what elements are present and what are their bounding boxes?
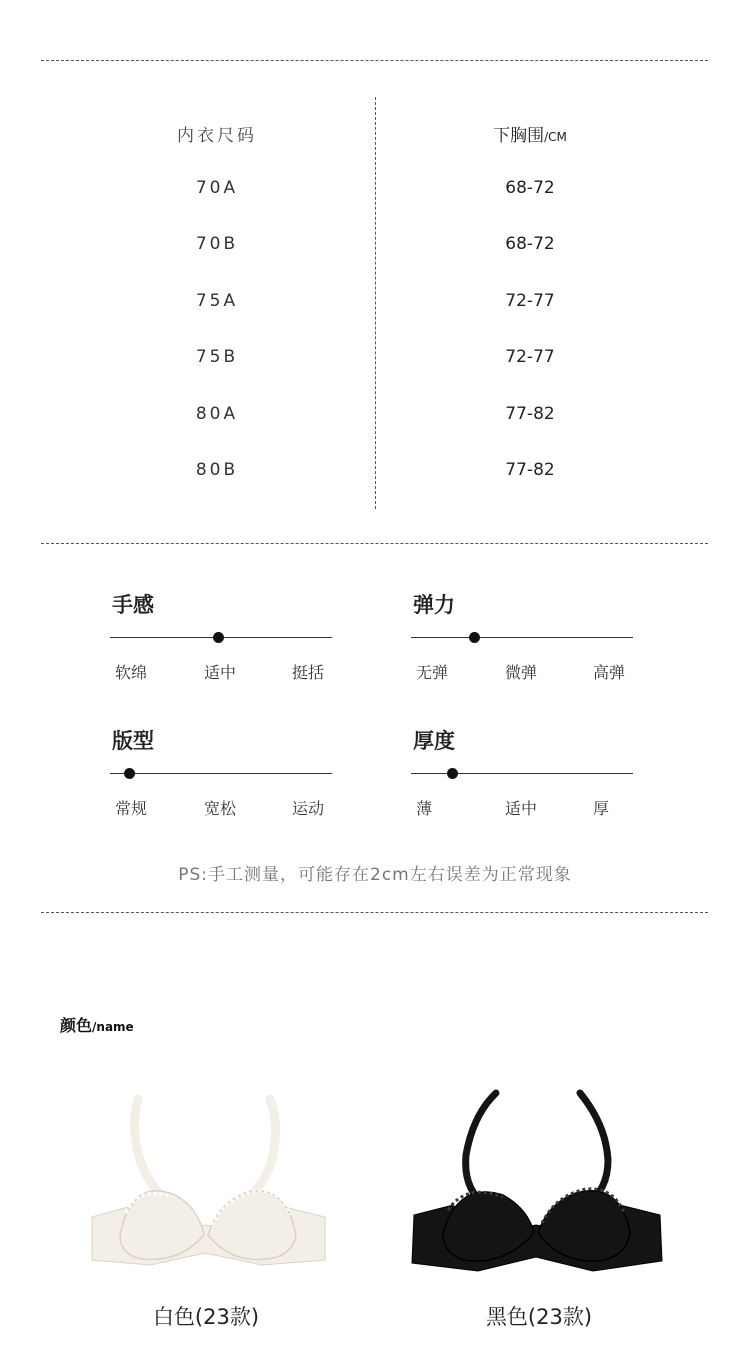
underbust-cell: 72-77 (505, 291, 555, 311)
scale-title: 弹力 (413, 593, 455, 617)
scale-option: 适中 (204, 663, 237, 682)
scale-marker (447, 768, 458, 779)
size-cell: 70B (195, 234, 239, 254)
underbust-header-unit: /CM (544, 130, 567, 144)
size-column-header: 内衣尺码 (177, 126, 257, 146)
size-cell: 75B (195, 347, 239, 367)
table-column-divider (375, 97, 376, 509)
underbust-column (420, 121, 640, 491)
scale-marker (469, 632, 480, 643)
product-image-white[interactable] (80, 1085, 340, 1275)
scale-line (411, 773, 633, 774)
scale-option: 适中 (505, 799, 538, 818)
scale-line (411, 637, 633, 638)
scale-marker (124, 768, 135, 779)
scale-option: 常规 (115, 799, 148, 818)
divider-bottom (41, 912, 708, 913)
size-column (107, 121, 327, 491)
scale-option: 薄 (416, 799, 433, 818)
underbust-cell: 68-72 (505, 178, 555, 198)
scale-fit (110, 725, 332, 825)
color-label-white: 白色(23款) (152, 1305, 260, 1329)
divider-top (41, 60, 708, 61)
scale-option: 宽松 (204, 799, 237, 818)
scale-line (110, 773, 332, 774)
scale-option: 软绵 (115, 663, 148, 682)
scale-option: 挺括 (292, 663, 325, 682)
product-image-black[interactable] (408, 1085, 668, 1275)
measurement-note: PS:手工测量，可能存在2cm左右误差为正常现象 (178, 865, 572, 885)
scale-option: 厚 (593, 799, 610, 818)
size-cell: 80A (195, 404, 239, 424)
scale-option: 微弹 (505, 663, 538, 682)
size-cell: 75A (195, 291, 239, 311)
scale-hand-feel (110, 589, 332, 689)
underbust-cell: 77-82 (505, 460, 555, 480)
scale-marker (213, 632, 224, 643)
divider-middle (41, 543, 708, 544)
size-cell: 80B (195, 460, 239, 480)
size-cell: 70A (195, 178, 239, 198)
scale-title: 版型 (112, 729, 154, 753)
bra-illustration (408, 1085, 668, 1275)
color-label-black: 黑色(23款) (485, 1305, 593, 1329)
color-title-sub: /name (92, 1020, 134, 1034)
color-title-label: 颜色 (60, 1016, 93, 1035)
underbust-cell: 77-82 (505, 404, 555, 424)
underbust-cell: 68-72 (505, 234, 555, 254)
scale-elasticity (411, 589, 633, 689)
underbust-cell: 72-77 (505, 347, 555, 367)
scale-thickness (411, 725, 633, 825)
scale-option: 运动 (292, 799, 325, 818)
underbust-column-header (420, 121, 640, 146)
scale-option: 无弹 (416, 663, 449, 682)
scale-title: 厚度 (413, 729, 455, 753)
scale-option: 高弹 (593, 663, 626, 682)
color-section-title (60, 1013, 134, 1036)
underbust-header-label: 下胸围 (493, 126, 545, 146)
bra-illustration (80, 1085, 340, 1275)
scale-title: 手感 (112, 593, 154, 617)
